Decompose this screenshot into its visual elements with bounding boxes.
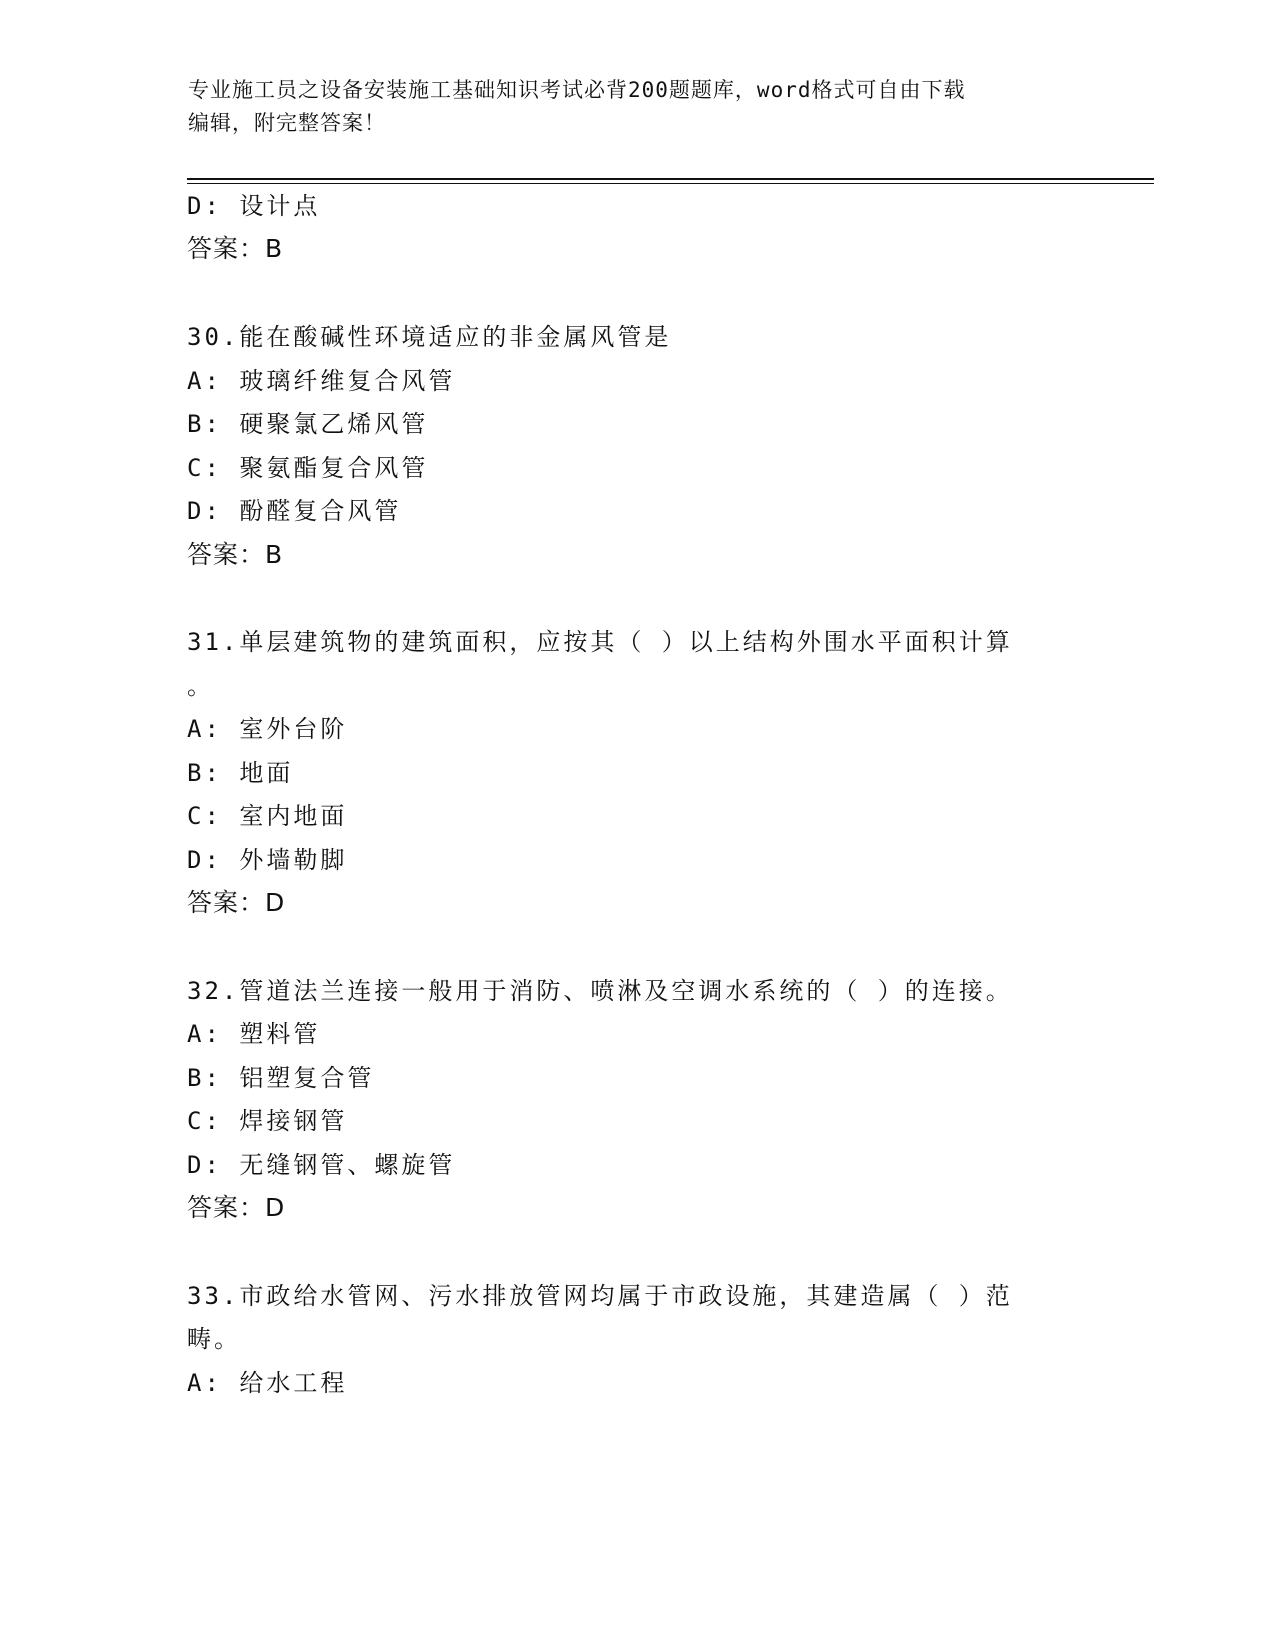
document-header — [188, 74, 1088, 140]
question-31-option-a: A: 室外台阶 — [187, 715, 348, 743]
option-d: D: 设计点 — [187, 192, 321, 220]
question-33: 33.市政给水管网、污水排放管网均属于市政设施，其建造属（ ）范 — [187, 1282, 1013, 1310]
question-31-option-c: C: 室内地面 — [187, 802, 348, 830]
question-32-answer: 答案：D — [187, 1193, 286, 1222]
question-31: 31.单层建筑物的建筑面积，应按其（ ）以上结构外围水平面积计算 — [187, 628, 1013, 656]
question-30-option-b: B: 硬聚氯乙烯风管 — [187, 410, 429, 438]
question-32-option-d: D: 无缝钢管、螺旋管 — [187, 1151, 456, 1179]
question-31-option-d: D: 外墙勒脚 — [187, 846, 348, 874]
question-31-answer: 答案：D — [187, 888, 286, 917]
header-rule-thin — [187, 183, 1154, 184]
question-30-answer: 答案：B — [187, 540, 284, 569]
question-30-option-c: C: 聚氨酯复合风管 — [187, 454, 429, 482]
question-30: 30.能在酸碱性环境适应的非金属风管是 — [187, 323, 672, 351]
header-line-2: 编辑，附完整答案！ — [188, 111, 386, 135]
answer-label: 答案：B — [187, 234, 284, 263]
question-32-option-a: A: 塑料管 — [187, 1020, 321, 1048]
question-31-continuation: 。 — [187, 672, 214, 700]
question-33-continuation: 畴。 — [187, 1325, 241, 1353]
header-line-1: 专业施工员之设备安装施工基础知识考试必背200题题库，word格式可自由下载 — [188, 78, 966, 102]
question-30-option-a: A: 玻璃纤维复合风管 — [187, 367, 456, 395]
question-33-option-a: A: 给水工程 — [187, 1369, 348, 1397]
question-32: 32.管道法兰连接一般用于消防、喷淋及空调水系统的（ ）的连接。 — [187, 977, 1013, 1005]
question-31-option-b: B: 地面 — [187, 759, 294, 787]
question-30-option-d: D: 酚醛复合风管 — [187, 497, 402, 525]
header-rule-thick — [187, 178, 1154, 180]
question-32-option-c: C: 焊接钢管 — [187, 1107, 348, 1135]
question-32-option-b: B: 铝塑复合管 — [187, 1064, 375, 1092]
